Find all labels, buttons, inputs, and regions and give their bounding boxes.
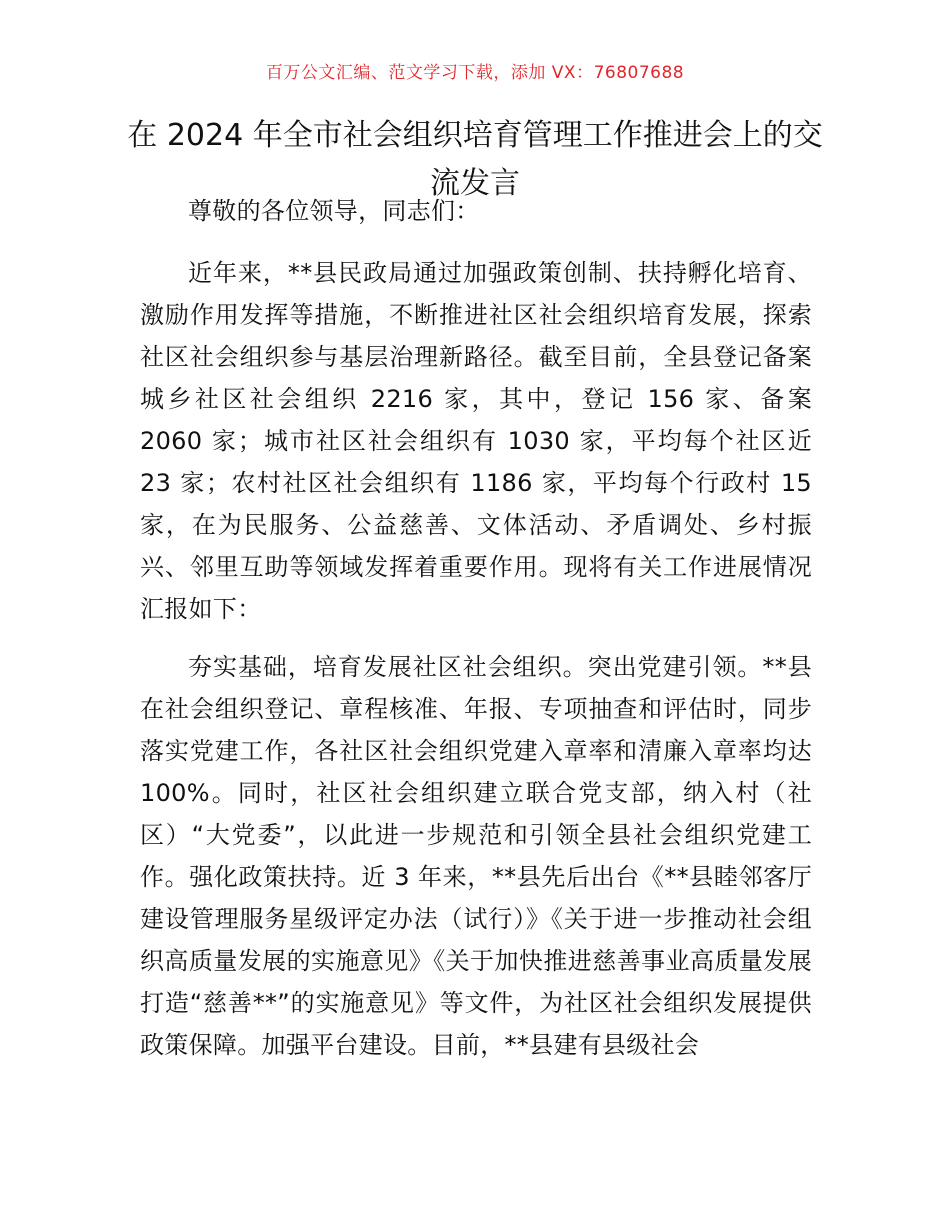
body-paragraph-intro: 近年来，**县民政局通过加强政策创制、扶持孵化培育、激励作用发挥等措施，不断推进社区社会组织培育发展，探索社区社会组织参与基层治理新路径。截至目前，全县登记备案城乡社区社会组织 2216 家，其中，登记 156 家、备案 2060 家；城市社区社会组织有 1030 家，平均每个社区近 23 家；农村社区社会组织有 1186 家，平均每个行政村 15 家，在为民服务、公益慈善、文体活动、矛盾调处、乡村振兴、邻里互助等领域发挥着重要作用。现将有关工作进展情况汇报如下： xyxy=(140,259,812,623)
body-paragraph-foundation: 夯实基础，培育发展社区社会组织。突出党建引领。**县在社会组织登记、章程核准、年报、专项抽查和评估时，同步落实党建工作，各社区社会组织党建入章率和清廉入章率均达 100%。同时，社区社会组织建立联合党支部，纳入村（社区）“大党委”，以此进一步规范和引领全县社会组织党建工作。强化政策扶持。近 3 年来，**县先后出台《**县睦邻客厅建设管理服务星级评定办法（试行）》《关于进一步推动社会组织高质量发展的实施意见》《关于加快推进慈善事业高质量发展打造“慈善**”的实施意见》等文件，为社区社会组织发展提供政策保障。加强平台建设。目前，**县建有县级社会 xyxy=(140,653,812,1059)
header-watermark-note: 百万公文汇编、范文学习下载，添加 VX：76807688 xyxy=(265,63,685,83)
greeting-paragraph: 尊敬的各位领导，同志们： xyxy=(188,197,480,225)
document-title: 在 2024 年全市社会组织培育管理工作推进会上的交流发言 xyxy=(127,118,823,201)
document-body xyxy=(140,190,812,1082)
